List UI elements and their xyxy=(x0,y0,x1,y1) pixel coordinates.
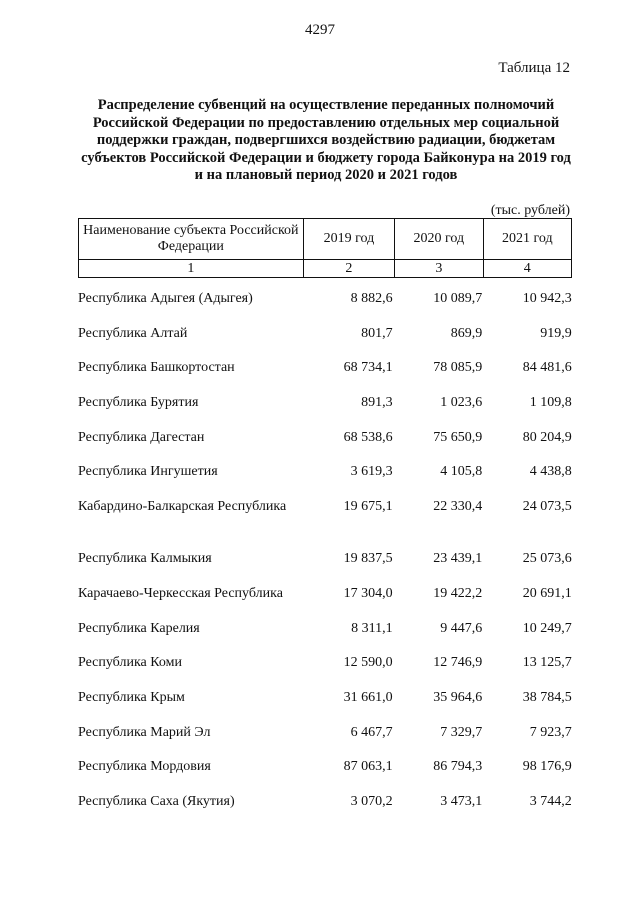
value-2021: 1 109,8 xyxy=(529,395,572,411)
header-2021: 2021 год xyxy=(483,219,571,260)
value-2020: 86 794,3 xyxy=(433,759,483,775)
table-row xyxy=(78,689,572,724)
units-note: (тыс. рублей) xyxy=(490,203,570,218)
value-2019: 12 590,0 xyxy=(343,655,393,671)
subject-name: Республика Крым xyxy=(78,689,185,705)
table-row xyxy=(78,429,572,464)
value-2019: 17 304,0 xyxy=(343,585,393,601)
table-row xyxy=(78,290,572,325)
value-2019: 891,3 xyxy=(361,395,393,411)
subject-name: Республика Коми xyxy=(78,655,182,671)
table-row xyxy=(78,463,572,498)
table-row xyxy=(78,758,572,793)
table-row xyxy=(78,325,572,360)
subject-name: Республика Ингушетия xyxy=(78,464,218,480)
table-row xyxy=(78,550,572,585)
table-title: Распределение субвенций на осуществление переданных полномочий Российской Федерации по предоставлению отдельных мер социальной поддержки граждан, подвергшихся воздействию радиации, бюджетам субъектов Российской Федерации и бюджету города Байконура на 2019 год и на плановый период 2020 и 2021 годов xyxy=(81,97,571,183)
value-2021: 38 784,5 xyxy=(522,689,572,705)
value-2021: 98 176,9 xyxy=(522,759,572,775)
value-2020: 35 964,6 xyxy=(433,689,483,705)
table-row xyxy=(78,498,572,550)
subject-name: Республика Бурятия xyxy=(78,395,199,411)
value-2020: 22 330,4 xyxy=(433,499,483,515)
value-2020: 23 439,1 xyxy=(433,551,483,567)
value-2019: 68 538,6 xyxy=(343,429,393,445)
value-2020: 10 089,7 xyxy=(433,291,483,306)
value-2021: 4 438,8 xyxy=(529,464,572,480)
value-2020: 75 650,9 xyxy=(433,429,483,445)
value-2020: 7 329,7 xyxy=(440,724,483,740)
subject-name: Республика Калмыкия xyxy=(78,551,212,567)
table-row xyxy=(78,793,572,828)
table-row xyxy=(78,654,572,689)
value-2021: 3 744,2 xyxy=(529,793,572,809)
value-2019: 3 619,3 xyxy=(350,464,393,480)
value-2021: 84 481,6 xyxy=(522,360,572,376)
value-2019: 87 063,1 xyxy=(343,759,393,775)
header-2020: 2020 год xyxy=(395,219,483,260)
value-2021: 20 691,1 xyxy=(522,585,572,601)
value-2020: 3 473,1 xyxy=(440,793,483,809)
subject-name: Республика Марий Эл xyxy=(78,724,211,740)
subject-name: Кабардино-Балкарская Республика xyxy=(78,499,287,515)
table-row xyxy=(78,724,572,759)
table-row xyxy=(78,620,572,655)
value-2019: 68 734,1 xyxy=(343,360,393,376)
value-2021: 25 073,6 xyxy=(522,551,572,567)
value-2020: 12 746,9 xyxy=(433,655,483,671)
value-2020: 1 023,6 xyxy=(440,395,483,411)
subject-name: Республика Дагестан xyxy=(78,429,205,445)
value-2021: 13 125,7 xyxy=(522,655,572,671)
value-2019: 8 311,1 xyxy=(351,620,393,636)
header-num-4: 4 xyxy=(483,260,571,278)
value-2021: 24 073,5 xyxy=(522,499,572,515)
value-2019: 19 837,5 xyxy=(343,551,393,567)
value-2019: 8 882,6 xyxy=(350,291,393,306)
value-2019: 801,7 xyxy=(361,325,393,341)
subject-name: Республика Карелия xyxy=(78,620,200,636)
header-subject: Наименование субъекта Российской Федерации xyxy=(79,219,304,260)
value-2020: 869,9 xyxy=(450,325,483,341)
value-2020: 4 105,8 xyxy=(440,464,483,480)
value-2021: 7 923,7 xyxy=(529,724,572,740)
table-label: Таблица 12 xyxy=(498,60,570,76)
value-2019: 19 675,1 xyxy=(343,499,393,515)
page-number: 4297 xyxy=(305,22,335,38)
value-2019: 31 661,0 xyxy=(343,689,393,705)
header-num-1: 1 xyxy=(79,260,304,278)
header-num-3: 3 xyxy=(395,260,483,278)
table-body xyxy=(78,290,572,828)
value-2020: 78 085,9 xyxy=(433,360,483,376)
value-2020: 9 447,6 xyxy=(440,620,483,636)
value-2020: 19 422,2 xyxy=(433,585,483,601)
value-2021: 919,9 xyxy=(540,325,572,341)
subject-name: Республика Алтай xyxy=(78,325,188,341)
subject-name: Республика Мордовия xyxy=(78,759,211,775)
value-2021: 10 249,7 xyxy=(522,620,572,636)
header-2019: 2019 год xyxy=(303,219,394,260)
subject-name: Республика Саха (Якутия) xyxy=(78,793,235,809)
value-2021: 10 942,3 xyxy=(522,291,572,306)
table-header xyxy=(78,218,572,278)
subject-name: Карачаево-Черкесская Республика xyxy=(78,585,283,601)
value-2019: 3 070,2 xyxy=(350,793,393,809)
table-row xyxy=(78,359,572,394)
header-num-2: 2 xyxy=(303,260,394,278)
table-row xyxy=(78,394,572,429)
table-row xyxy=(78,585,572,620)
subject-name: Республика Адыгея (Адыгея) xyxy=(78,291,253,306)
subject-name: Республика Башкортостан xyxy=(78,360,235,376)
value-2021: 80 204,9 xyxy=(522,429,572,445)
value-2019: 6 467,7 xyxy=(350,724,393,740)
